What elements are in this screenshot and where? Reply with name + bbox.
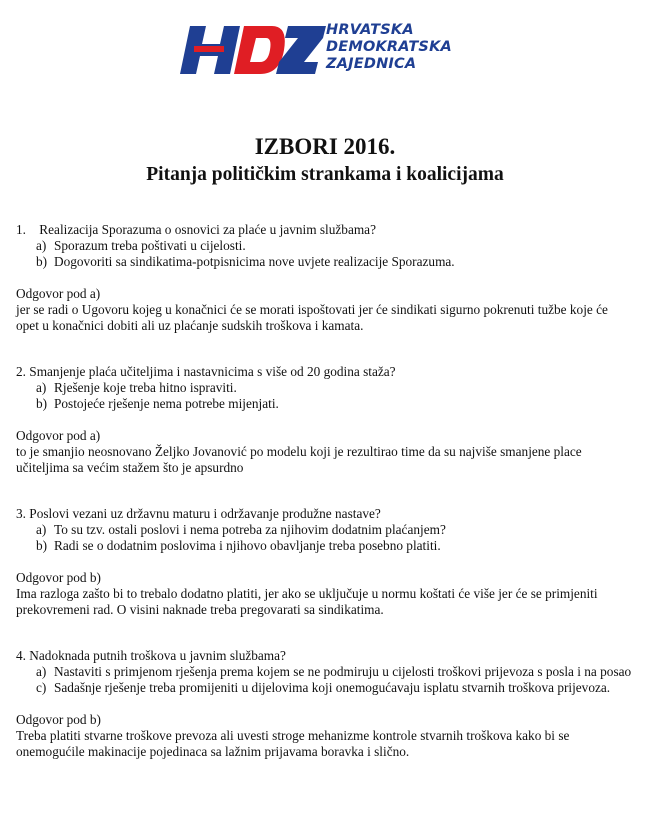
question-text: 4. Nadoknada putnih troškova u javnim službama? <box>16 648 286 663</box>
page-subtitle: Pitanja političkim strankama i koalicijama <box>146 164 504 185</box>
option-label: a) <box>36 522 47 537</box>
option-label: a) <box>36 664 47 679</box>
answer-label: Odgovor pod b) <box>16 712 101 727</box>
option-text: Postojeće rješenje nema potrebe mijenjati. <box>54 396 279 411</box>
answer-text: jer se radi o Ugovoru kojeg u konačnici će se morati ispoštovati jer će sindikati sigurno pokrenuti tužbe koje će opet u konačnici dobiti ali uz plaćanje sudskih troškova i kamata. <box>16 302 608 333</box>
question-text: 2. Smanjenje plaća učiteljima i nastavnicima s više od 20 godina staža? <box>16 364 396 379</box>
option-label: b) <box>36 538 48 553</box>
option-text: Dogovoriti sa sindikatima-potpisnicima nove uvjete realizacije Sporazuma. <box>54 254 455 269</box>
hdz-logo-mark-icon <box>180 24 326 76</box>
option-label: a) <box>36 380 47 395</box>
option-text: To su tzv. ostali poslovi i nema potreba za njihovim dodatnim plaćanjem? <box>54 522 446 537</box>
questions-list <box>16 222 634 760</box>
logo-word-1: HRVATSKA <box>326 22 414 38</box>
question-3 <box>16 506 634 618</box>
question-1 <box>16 222 634 334</box>
option-text: Sadašnje rješenje treba promijeniti u dijelovima koji onemogućavaju isplatu stvarnih troškova prijevoza. <box>54 680 611 695</box>
option-item <box>16 522 634 538</box>
option-text: Sporazum treba poštivati u cijelosti. <box>54 238 246 253</box>
answer-text: Treba platiti stvarne troškove prevoza ali uvesti stroge mehanizme kontrole stvarnih troškova kako bi se onemogućile makinacije pojedinaca sa lažnim prijavama boravka i slično. <box>16 728 570 759</box>
option-item <box>16 254 634 270</box>
answer-text: Ima razloga zašto bi to trebalo dodatno platiti, jer ako se uključuje u normu koštati će više jer će se primjeniti prekovremeni rad. O visini naknade treba pregovarati sa sindikatima. <box>16 586 598 617</box>
option-item <box>16 538 634 554</box>
option-text: Rješenje koje treba hitno ispraviti. <box>54 380 237 395</box>
question-text: 3. Poslovi vezani uz državnu maturu i održavanje produžne nastave? <box>16 506 381 521</box>
answer-label: Odgovor pod a) <box>16 286 101 301</box>
logo-word-2: DEMOKRATSKA <box>326 39 452 55</box>
option-item <box>16 380 634 396</box>
question-text: 1. Realizacija Sporazuma o osnovici za plaće u javnim službama? <box>16 222 376 237</box>
answer-label: Odgovor pod a) <box>16 428 101 443</box>
option-item <box>16 238 634 254</box>
hdz-logo <box>180 22 470 78</box>
options-list <box>16 238 634 270</box>
logo-wordmark <box>326 22 452 73</box>
option-item <box>16 396 634 412</box>
option-label: b) <box>36 254 48 269</box>
question-2 <box>16 364 634 476</box>
answer-label: Odgovor pod b) <box>16 570 101 585</box>
option-text: Radi se o dodatnim poslovima i njihovo obavljanje treba posebno platiti. <box>54 538 441 553</box>
option-text: Nastaviti s primjenom rješenja prema kojem se ne podmiruju u cijelosti troškovi prijevoza s posla i na posao <box>54 664 632 679</box>
answer-text: to je smanjio neosnovano Željko Jovanović po modelu koji je rezultirao time da su najviše smanjene place učiteljima sa većim stažem što je apsurdno <box>16 444 582 475</box>
option-label: a) <box>36 238 47 253</box>
page-title: IZBORI 2016. <box>254 134 396 159</box>
question-4 <box>16 648 634 760</box>
options-list <box>16 664 634 696</box>
logo-word-3: ZAJEDNICA <box>326 56 417 72</box>
option-label: b) <box>36 396 48 411</box>
options-list <box>16 380 634 412</box>
option-label: c) <box>36 680 47 695</box>
option-item <box>16 664 634 680</box>
option-item <box>16 680 634 696</box>
options-list <box>16 522 634 554</box>
